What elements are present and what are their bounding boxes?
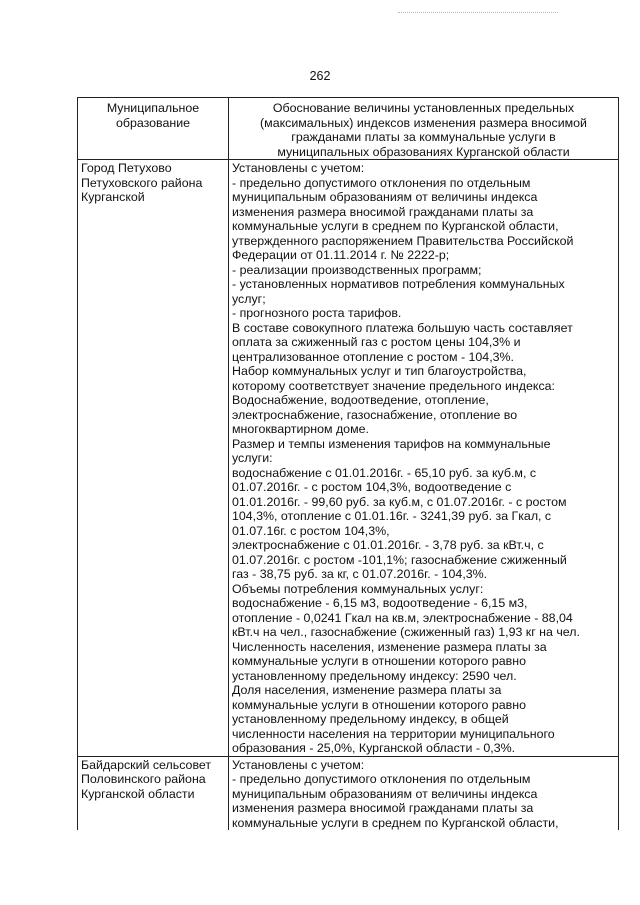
header-municipality (78, 98, 229, 160)
municipality-name: Байдарский сельсовет Половинского района Курганской области (81, 757, 212, 801)
table-row (78, 160, 619, 757)
justification-cell (229, 756, 619, 830)
page-number: 262 (309, 69, 331, 83)
header-justification-text: Обоснование величины установленных предельных (максимальных) индексов изменения размера вносимой гражданами платы за коммунальные услуги в муниципальных образованиях Курганской области (260, 101, 587, 159)
tariff-index-table (77, 97, 619, 830)
header-justification (229, 98, 619, 160)
municipality-cell (78, 756, 229, 830)
justification-text: Установлены с учетом: - предельно допустимого отклонения по отдельным муниципальным образованиям от величины индекса изменения размера вносимой гражданами платы за коммунальные услуги в среднем по Курганской области, утвержденного распоряжением Правительства Российской Федерации от 01.11.2014 г. № 2222-р; - реализации производственных программ; - установленных нормативов потребления коммунальных услуг; - прогнозного роста тарифов. В составе совокупного платежа большую часть составляет оплата за сжиженный газ с ростом цены 104,3% и централизованное отопление с ростом - 104,3%. Набор коммунальных услуг и тип благоустройства, которому соответствует значение предельного индекса: Водоснабжение, водоотведение, отопление, электроснабжение, газоснабжение, отопление во многоквартирном доме. Размер и темпы изменения тарифов на коммунальные услуги: водоснабжение с 01.01.2016г. - 65,10 руб. за куб.м, с 01.07.2016г. - с ростом 104,3%, водоотведение с 01.01.2016г. - 99,60 руб. за куб.м, с 01.07.2016г. - с ростом 104,3%, отопление с 01.01.16г. - 3241,39 руб. за Гкал, с 01.07.16г. с ростом 104,3%, электроснабжение с 01.01.2016г. - 3,78 руб. за кВт.ч, с 01.07.2016г. с ростом -101,1%; газоснабжение сжиженный газ - 38,75 руб. за кг, с 01.07.2016г. - 104,3%. Объемы потребления коммунальных услуг: водоснабжение - 6,15 м3, водоотведение - 6,15 м3, отопление - 0,0241 Гкал на кв.м, электроснабжение - 88,04 кВт.ч на чел., газоснабжение (сжиженный газ) 1,93 кг на чел. Численность населения, изменение размера платы за коммунальные услуги в отношении которого равно установленному предельному индексу: 2590 чел. Доля населения, изменение размера платы за коммунальные услуги в отношении которого равно установленному предельному индексу, в общей численности населения на территории муниципального образования - 25,0%, Курганской области - 0,3%. (232, 161, 580, 755)
scan-artifact-dots (398, 12, 558, 15)
table-header-row (78, 98, 619, 160)
header-municipality-text: Муниципальное образование (106, 101, 200, 130)
table-row (78, 756, 619, 830)
justification-cell (229, 160, 619, 757)
municipality-cell (78, 160, 229, 757)
municipality-name: Город Петухово Петуховского района Курганской (81, 161, 203, 204)
justification-text: Установлены с учетом: - предельно допустимого отклонения по отдельным муниципальным образованиям от величины индекса изменения размера вносимой гражданами платы за коммунальные услуги в среднем по Курганской области, (232, 757, 559, 830)
